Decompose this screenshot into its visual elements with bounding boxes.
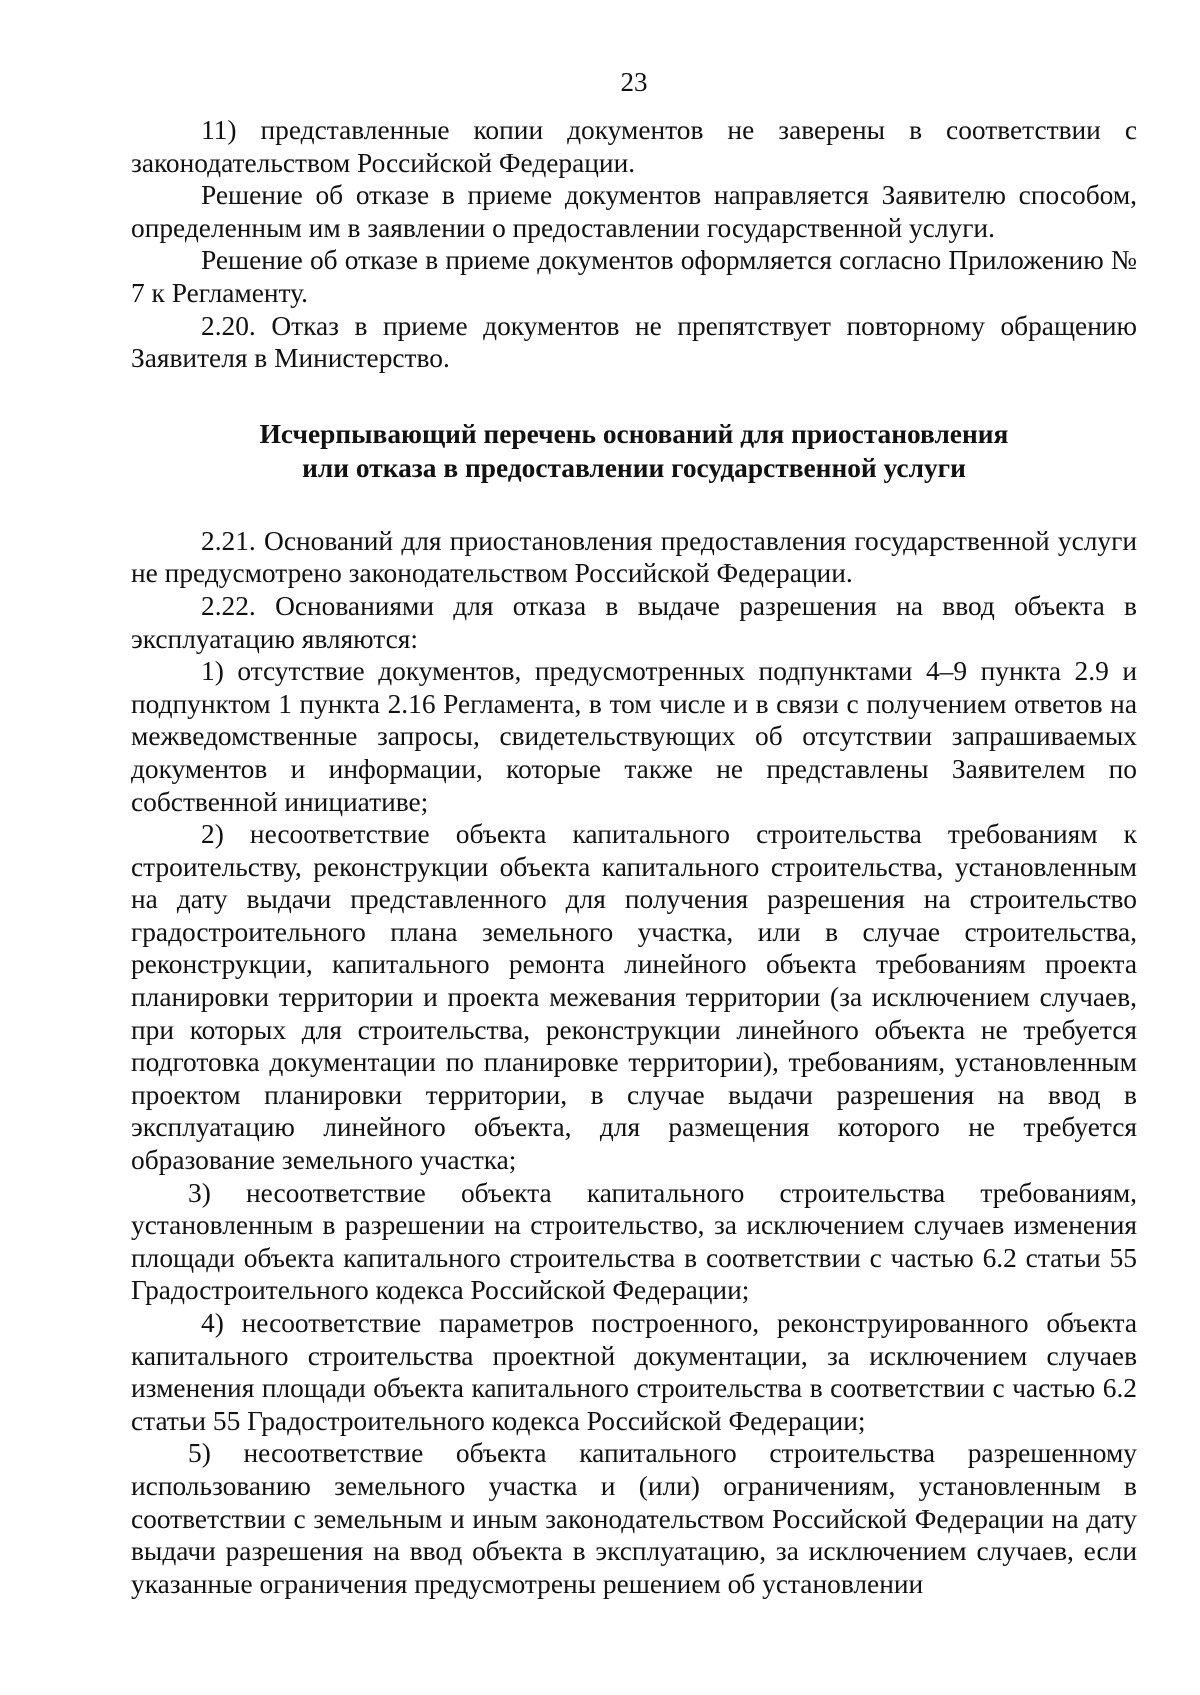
paragraph-2-21: 2.21. Оснований для приостановления предоставления государственной услуги не предусмотрено законодательством Российской Федерации. (131, 525, 1137, 589)
section-heading-line1: Исчерпывающий перечень оснований для приостановления (259, 418, 1009, 449)
paragraph-refusal-notification: Решение об отказе в приеме документов направляется Заявителю способом, определенным им в заявлении о предоставлении государственной услуги. (131, 180, 1137, 243)
section-heading-line2: или отказа в предоставлении государственной услуги (302, 452, 966, 483)
list-item-2: 2) несоответствие объекта капитального строительства требованиям к строительству, реконструкции объекта капитального строительства, установленным на дату выдачи представленного для получения разрешения на строительство градостроительного плана земельного участка, или в случае строительства, реконструкции, капитального ремонта линейного объекта требованиям проекта планировки территории и проекта межевания территории (за исключением случаев, при которых для строительства, реконструкции линейного объекта не требуется подготовка документации по планировке территории), требованиям, установленным проектом планировки территории, в случае выдачи разрешения на ввод в эксплуатацию линейного объекта, для размещения которого не требуется образование земельного участка; (131, 819, 1137, 1176)
page-number: 23 (620, 67, 648, 97)
list-item-3: 3) несоответствие объекта капитального строительства требованиям, установленным в разрешении на строительство, за исключением случаев изменения площади объекта капитального строительства в соответствии с частью 6.2 статьи 55 Градостроительного кодекса Российской Федерации; (131, 1177, 1137, 1306)
document-page (131, 66, 1137, 1600)
list-item-1: 1) отсутствие документов, предусмотренных подпунктами 4–9 пункта 2.9 и подпунктом 1 пункта 2.16 Регламента, в том числе и в связи с получением ответов на межведомственные запросы, свидетельствующих об отсутствии запрашиваемых документов и информации, которые также не представлены Заявителем по собственной инициативе; (131, 656, 1137, 817)
list-item-4: 4) несоответствие параметров построенного, реконструированного объекта капитального строительства проектной документации, за исключением случаев изменения площади объекта капитального строительства в соответствии с частью 6.2 статьи 55 Градостроительного кодекса Российской Федерации; (131, 1308, 1137, 1436)
paragraph-refusal-form: Решение об отказе в приеме документов оформляется согласно Приложению № 7 к Регламенту. (131, 245, 1137, 308)
paragraph-2-20: 2.20. Отказ в приеме документов не препятствует повторному обращению Заявителя в Министерство. (131, 310, 1137, 374)
paragraph-2-22: 2.22. Основаниями для отказа в выдаче разрешения на ввод объекта в эксплуатацию являются: (131, 590, 1137, 654)
list-item-5: 5) несоответствие объекта капитального строительства разрешенному использованию земельного участка и (или) ограничениям, установленным в соответствии с земельным и иным законодательством Российской Федерации на дату выдачи разрешения на ввод объекта в эксплуатацию, за исключением случаев, если указанные ограничения предусмотрены решением об установлении (131, 1438, 1137, 1599)
section-heading (131, 417, 1137, 485)
paragraph-item-11: 11) представленные копии документов не заверены в соответствии с законодательством Российской Федерации. (131, 115, 1137, 178)
